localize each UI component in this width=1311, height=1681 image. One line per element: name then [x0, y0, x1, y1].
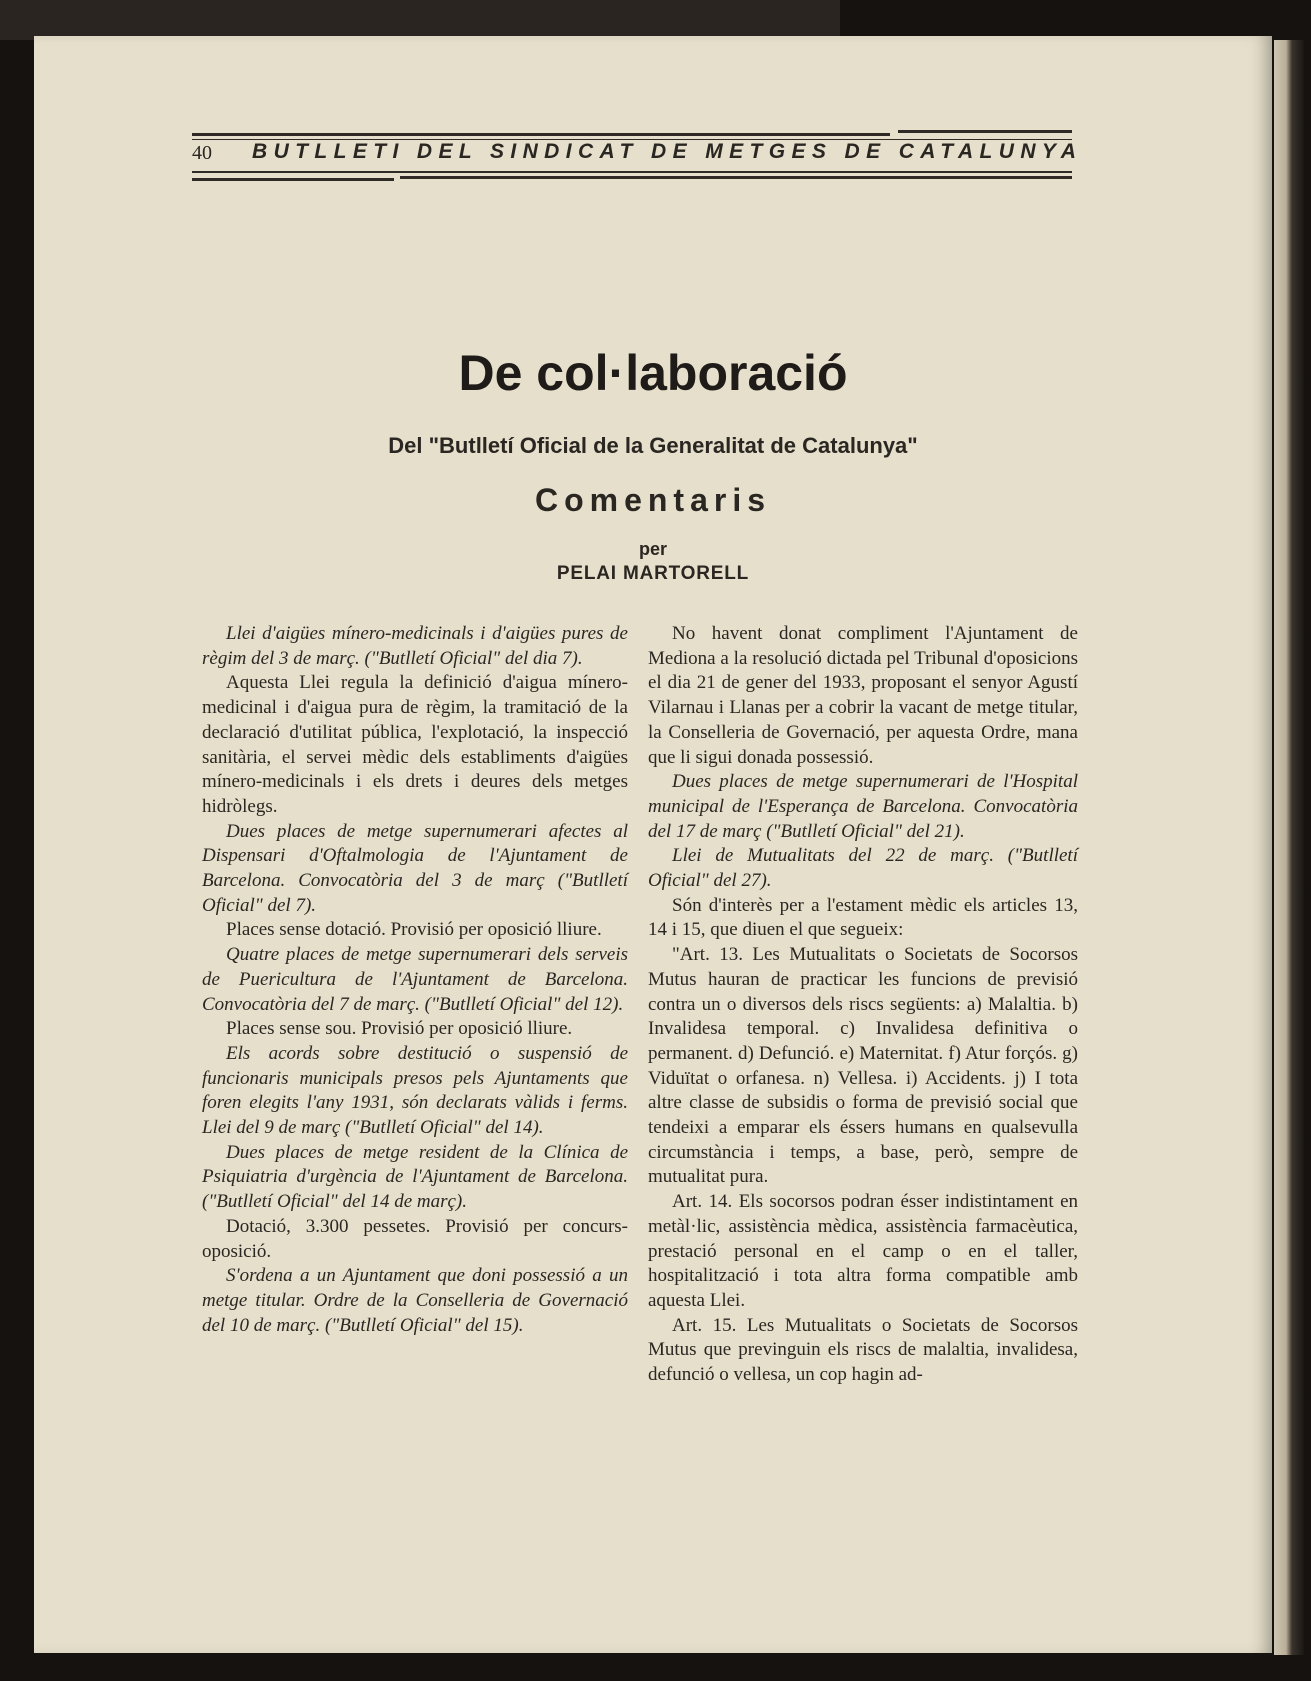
byline-author: PELAI MARTORELL	[556, 563, 750, 584]
paragraph: Places sense sou. Provisió per oposició lliure.	[226, 1018, 573, 1040]
paragraph: Són d'interès per a l'estament mèdic els articles 13, 14 i 15, que diuen el que segueix:	[648, 894, 1078, 941]
paragraph: Llei d'aigües mínero-medicinals i d'aigües pures de règim del 3 de març. ("Butlletí Oficial" del dia 7).	[202, 623, 628, 669]
page-number: 40	[192, 142, 212, 164]
header-rule-bottom-right	[400, 176, 1072, 179]
paragraph: No havent donat compliment l'Ajuntament de Mediona a la resolució dictada pel Tribunal d'oposicions el dia 21 de gener del 1933, proposant el senyor Agustí Vilarnau i Llanas per a cobrir la vacant de metge titular, la Conselleria de Governació, per aquesta Ordre, mana que li sigui donada possessió.	[648, 623, 1078, 768]
header-rule-top	[192, 133, 890, 136]
article-title: De col·laboració	[458, 345, 848, 401]
scan-background	[0, 0, 840, 40]
paragraph: Dotació, 3.300 pessetes. Provisió per concurs-oposició.	[202, 1215, 628, 1262]
header-rule-top-right	[898, 130, 1072, 133]
header-rule-bottom	[192, 171, 1072, 173]
paragraph: Aquesta Llei regula la definició d'aigua mínero-medicinal i d'aigua pura de règim, la tramitació de la declaració d'utilitat pública, l'explotació, la inspecció sanitària, el servei mèdic dels establiments d'aigües mínero-medicinals i els drets i deures dels metges hidròlegs.	[202, 672, 628, 817]
paragraph: Dues places de metge resident de la Clínica de Psiquiatria d'urgència de l'Ajuntament de Barcelona. ("Butlletí Oficial" del 14 de març).	[202, 1141, 628, 1213]
running-header	[192, 138, 1192, 168]
paragraph: S'ordena a un Ajuntament que doni possessió a un metge titular. Ordre de la Conselleria de Governació del 10 de març. ("Butlletí Oficial" del 15).	[202, 1265, 628, 1336]
running-head-title: BUTLLETI DEL SINDICAT DE METGES DE CATALUNYA	[252, 140, 1083, 163]
paragraph: "Art. 13. Les Mutualitats o Societats de Socorsos Mutus hauran de practicar les funcions de previsió contra un o diversos dels riscs següents: a) Malaltia. b) Invalidesa temporal. c) Invalidesa definitiva o permanent. d) Defunció. e) Maternitat. f) Atur forçós. g) Viduïtat o orfanesa. n) Vellesa. i) Accidents. j) I tota altre classe de subsidis o forma de previsió social que tendeixi a emparar els éssers humans en qualsevulla circumstància i temps, a base, però, sempre de mutualitat pura.	[648, 944, 1078, 1188]
paragraph: Llei de Mutualitats del 22 de març. ("Butlletí Oficial" del 27).	[648, 845, 1078, 892]
section-title: Comentaris	[534, 482, 772, 518]
page-edge	[1274, 40, 1304, 1655]
paragraph: Dues places de metge supernumerari de l'Hospital municipal de l'Esperança de Barcelona. Convocatòria del 17 de març ("Butlletí Oficial" del 21).	[648, 771, 1078, 842]
right-column	[648, 622, 1078, 1388]
paragraph: Places sense dotació. Provisió per oposició lliure.	[226, 919, 602, 941]
byline-per: per	[638, 539, 667, 559]
header-rule-bottom-left	[192, 178, 394, 181]
paragraph: Quatre places de metge supernumerari dels serveis de Puericultura de l'Ajuntament de Barcelona. Convocatòria del 7 de març. ("Butlletí Oficial" del 12).	[202, 944, 628, 1015]
paragraph: Els acords sobre destitució o suspensió de funcionaris municipals presos pels Ajuntaments que foren elegits l'any 1931, són declarats vàlids i ferms. Llei del 9 de març ("Butlletí Oficial" del 14).	[202, 1042, 628, 1139]
article-subtitle: Del "Butlletí Oficial de la Generalitat de Catalunya"	[388, 433, 918, 458]
paragraph: Dues places de metge supernumerari afectes al Dispensari d'Oftalmologia de l'Ajuntament de Barcelona. Convocatòria del 3 de març ("Butlletí Oficial" del 7).	[202, 820, 628, 916]
paragraph: Art. 15. Les Mutualitats o Societats de Socorsos Mutus que previnguin els riscs de malaltia, invalidesa, defunció o vellesa, un cop hagin ad-	[648, 1314, 1078, 1386]
paragraph: Art. 14. Els socorsos podran ésser indistintament en metàl·lic, assistència mèdica, assistència farmacèutica, prestació personal en el camp o en el taller, hospitalització i tota altra forma compatible amb aquesta Llei.	[648, 1191, 1078, 1311]
left-column	[202, 622, 628, 1338]
document-page	[34, 36, 1272, 1653]
